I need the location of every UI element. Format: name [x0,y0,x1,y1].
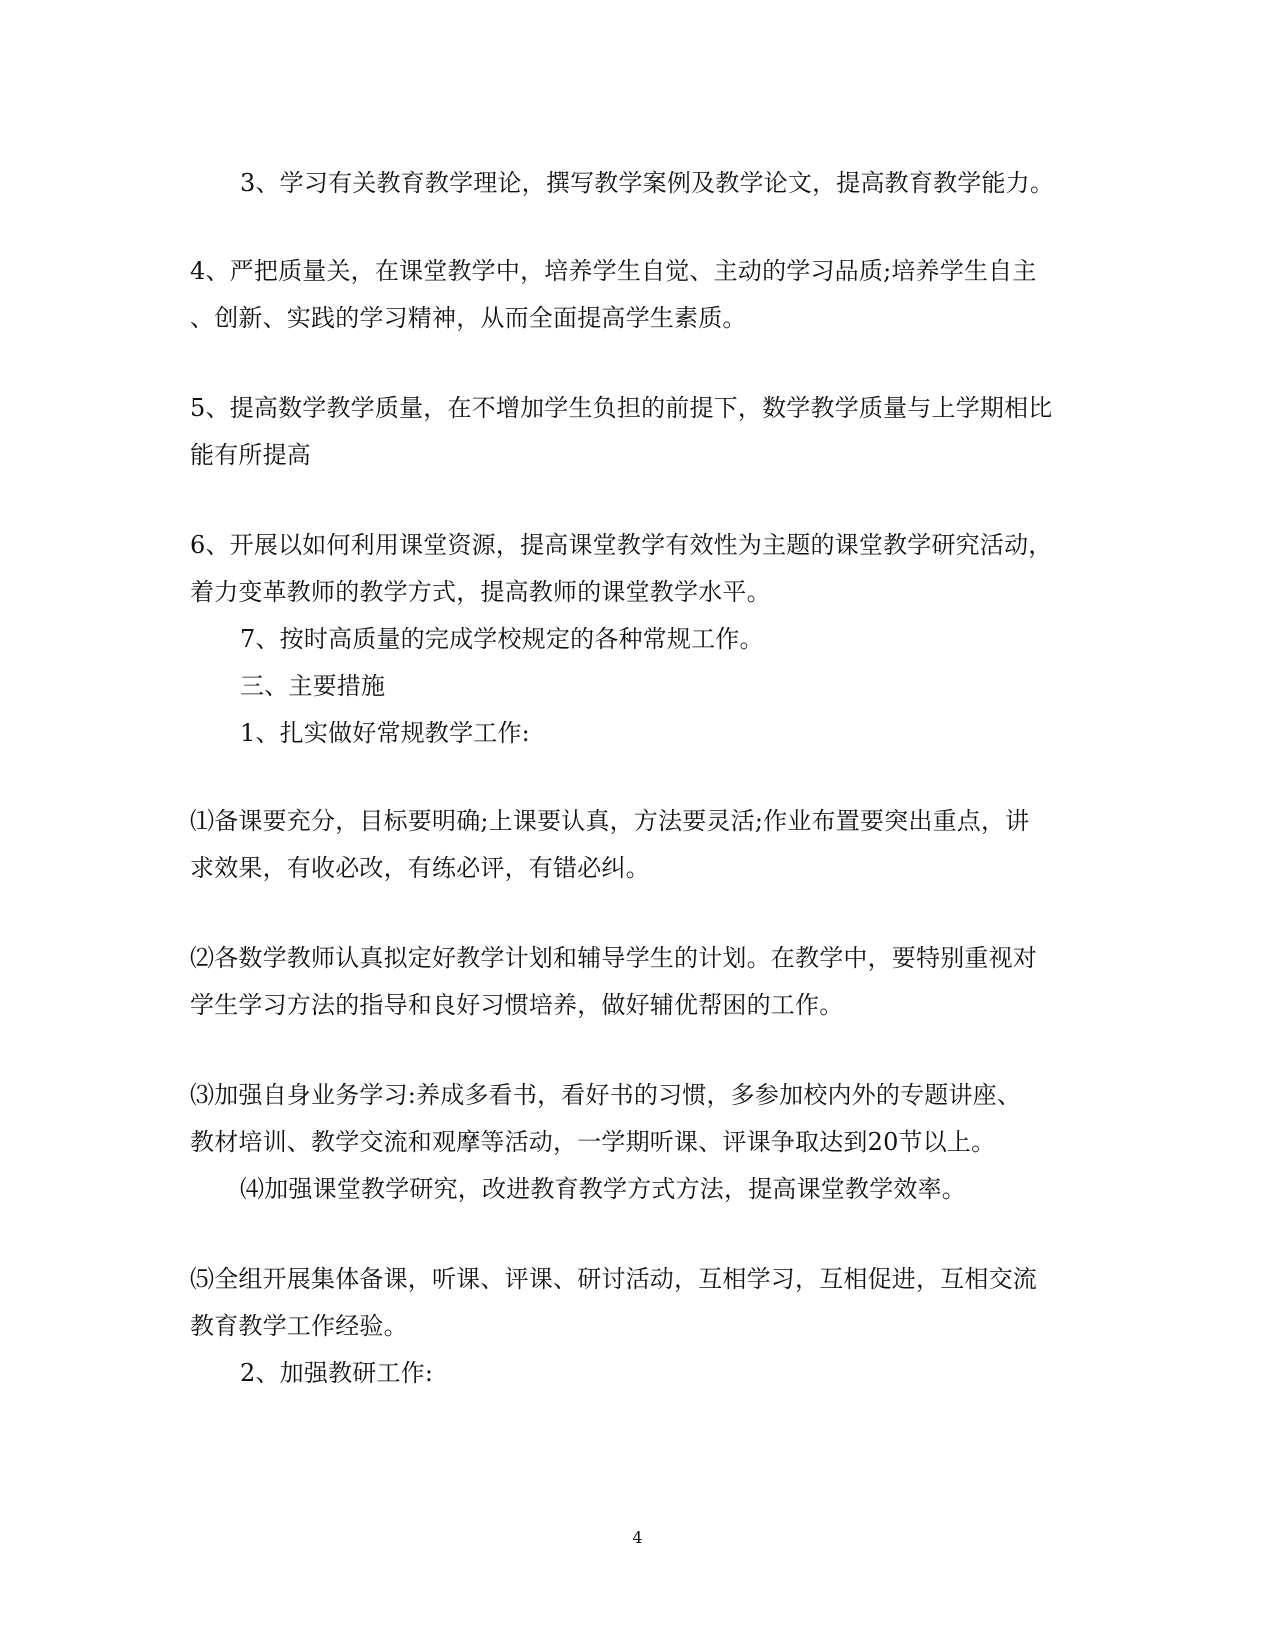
paragraph-line: 着力变革教师的教学方式，提高教师的课堂教学水平。 [190,578,771,606]
subsection-heading: 2、加强教研工作: [240,1359,434,1387]
paragraph-line: 能有所提高 [190,441,311,469]
paragraph-line: 5、提高数学教学质量，在不增加学生负担的前提下，数学教学质量与上学期相比 [190,394,1053,422]
paragraph-line: 6、开展以如何利用课堂资源，提高课堂教学有效性为主题的课堂教学研究活动， [190,531,1053,559]
page-number: 4 [632,1528,643,1547]
subsection-heading: 1、扎实做好常规教学工作: [240,719,530,747]
paragraph-line: ⑷加强课堂教学研究，改进教育教学方式方法，提高课堂教学效率。 [240,1175,966,1203]
paragraph-line: 学生学习方法的指导和良好习惯培养，做好辅优帮困的工作。 [190,991,844,1019]
section-heading: 三、主要措施 [240,672,386,700]
paragraph-line: ⑸全组开展集体备课，听课、评课、研讨活动，互相学习，互相促进，互相交流 [190,1265,1037,1293]
paragraph-line: 教材培训、教学交流和观摩等活动，一学期听课、评课争取达到20节以上。 [190,1128,996,1156]
paragraph-line: 3、学习有关教育教学理论，撰写教学案例及教学论文，提高教育教学能力。 [240,169,1055,197]
paragraph-line: 4、严把质量关，在课堂教学中，培养学生自觉、主动的学习品质;培养学生自主 [190,257,1037,285]
paragraph-line: 7、按时高质量的完成学校规定的各种常规工作。 [240,625,764,653]
paragraph-line: 、创新、实践的学习精神，从而全面提高学生素质。 [190,304,747,332]
paragraph-line: 教育教学工作经验。 [190,1312,408,1340]
paragraph-line: ⑴备课要充分，目标要明确;上课要认真，方法要灵活;作业布置要突出重点，讲 [190,807,1030,835]
paragraph-line: ⑶加强自身业务学习:养成多看书，看好书的习惯，多参加校内外的专题讲座、 [190,1081,1022,1109]
paragraph-line: ⑵各数学教师认真拟定好教学计划和辅导学生的计划。在教学中，要特别重视对 [190,944,1037,972]
paragraph-line: 求效果，有收必改，有练必评，有错必纠。 [190,854,650,882]
